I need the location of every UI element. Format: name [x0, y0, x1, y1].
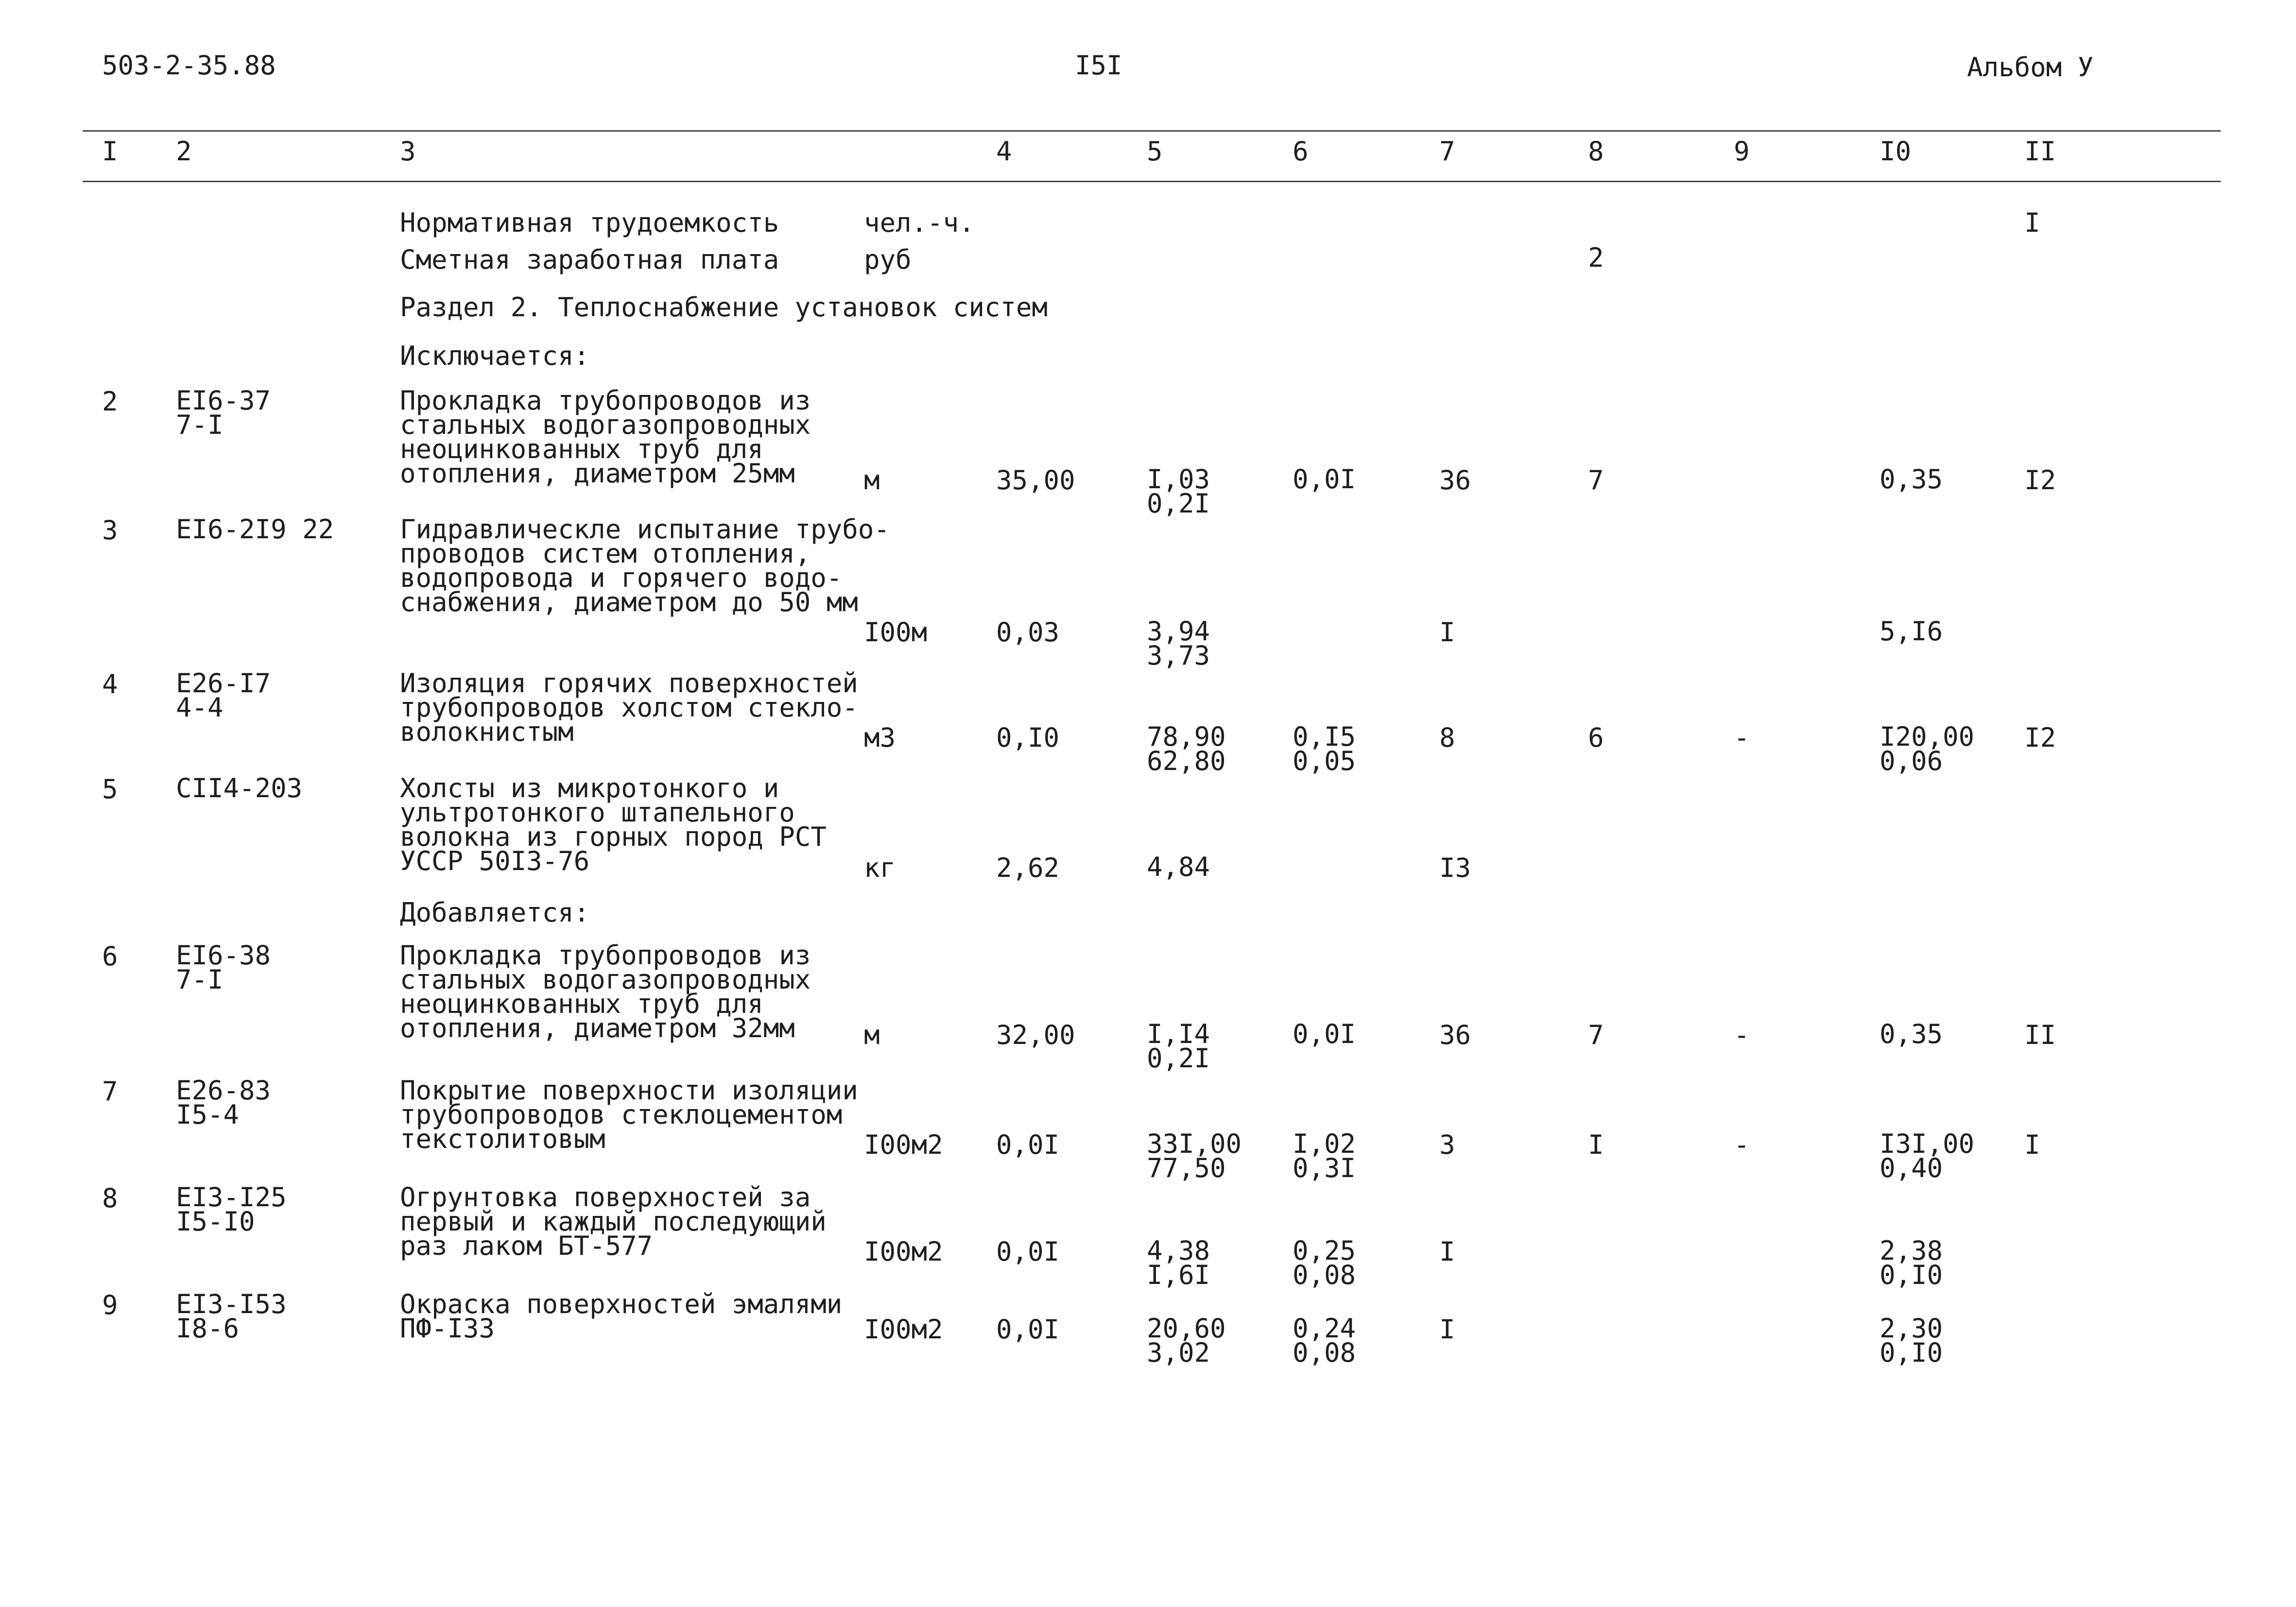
col10-cell: 0,35: [1880, 1019, 1943, 1049]
col6-cell: 0,24 0,08: [1293, 1313, 1356, 1368]
col7-cell: 3: [1439, 1129, 1455, 1160]
column-header: I: [102, 136, 118, 167]
col5-cell: 78,90 62,80: [1147, 721, 1226, 776]
unit-cell: I00м2: [864, 1236, 943, 1267]
added-heading: Добавляется:: [400, 897, 590, 928]
quantity-cell: 2,62: [996, 853, 1060, 883]
wage-col8: 2: [1588, 242, 1604, 273]
col11-cell: I2: [2024, 722, 2056, 753]
column-header: 4: [996, 136, 1012, 167]
unit-cell: I00м: [864, 617, 928, 648]
work-description: Прокладка трубопроводов из стальных водогазопроводных неоцинкованных труб для отопления, диаметром 25мм: [400, 385, 811, 489]
work-description: Покрытие поверхности изоляции трубопроводов стеклоцементом текстолитовым: [400, 1075, 858, 1154]
table-header-rule: [83, 181, 2221, 182]
cost-code: EI3-I53 I8-6: [176, 1289, 287, 1344]
quantity-cell: 0,0I: [996, 1129, 1060, 1160]
col9-cell: -: [1734, 722, 1750, 753]
quantity-cell: 32,00: [996, 1020, 1075, 1050]
col6-cell: 0,0I: [1293, 464, 1356, 495]
col7-cell: 36: [1439, 1020, 1471, 1050]
col10-cell: 0,35: [1880, 464, 1943, 495]
work-description: Огрунтовка поверхностей за первый и каждый последующий раз лаком БТ-577: [400, 1182, 827, 1261]
col8-cell: 6: [1588, 722, 1604, 753]
column-header: 6: [1293, 136, 1309, 167]
col7-cell: 36: [1439, 465, 1471, 496]
row-number: 4: [102, 669, 118, 700]
row-number: 3: [102, 515, 118, 546]
quantity-cell: 0,0I: [996, 1314, 1060, 1345]
unit-cell: м: [864, 465, 880, 496]
col11-cell: I: [2024, 1129, 2040, 1160]
col10-cell: 2,38 0,I0: [1880, 1235, 1943, 1290]
col7-cell: I3: [1439, 853, 1471, 883]
column-header: 7: [1439, 136, 1455, 167]
col6-cell: I,02 0,3I: [1293, 1128, 1356, 1183]
unit-cell: I00м2: [864, 1314, 943, 1345]
wage-label: Сметная заработная плата: [400, 244, 779, 275]
col10-cell: 2,30 0,I0: [1880, 1313, 1943, 1368]
col7-cell: I: [1439, 1236, 1455, 1267]
labor-intensity-unit: чел.-ч.: [864, 207, 975, 238]
cost-code: EI6-38 7-I: [176, 940, 271, 995]
excluded-heading: Исключается:: [400, 341, 590, 371]
row-number: 6: [102, 941, 118, 972]
col5-cell: 4,84: [1147, 852, 1210, 882]
unit-cell: I00м2: [864, 1129, 943, 1160]
col5-cell: 20,60 3,02: [1147, 1313, 1226, 1368]
col7-cell: I: [1439, 617, 1455, 648]
cost-code: E26-I7 4-4: [176, 668, 271, 723]
col9-cell: -: [1734, 1020, 1750, 1050]
quantity-cell: 35,00: [996, 465, 1075, 496]
row-number: 7: [102, 1076, 118, 1107]
col10-cell: I20,00 0,06: [1880, 721, 1975, 776]
col10-cell: 5,I6: [1880, 616, 1943, 647]
row-number: 5: [102, 774, 118, 804]
column-header: 5: [1147, 136, 1163, 167]
quantity-cell: 0,0I: [996, 1236, 1060, 1267]
column-header: 3: [400, 136, 416, 167]
unit-cell: кг: [864, 853, 896, 883]
cost-code: EI6-37 7-I: [176, 385, 271, 440]
work-description: Холсты из микротонкого и ультротонкого штапельного волокна из горных пород РСТ УССР 50I3-76: [400, 773, 827, 876]
cost-code: CII4-203: [176, 773, 303, 804]
col8-cell: 7: [1588, 465, 1604, 496]
col6-cell: 0,25 0,08: [1293, 1235, 1356, 1290]
col6-cell: 0,0I: [1293, 1019, 1356, 1049]
col5-cell: 33I,00 77,50: [1147, 1128, 1242, 1183]
row-number: 8: [102, 1183, 118, 1214]
document-code: 503-2-35.88: [102, 50, 276, 81]
page-number: I5I: [1075, 50, 1122, 81]
cost-code: E26-83 I5-4: [176, 1075, 271, 1130]
row-number: 2: [102, 386, 118, 417]
column-header: II: [2024, 136, 2056, 167]
column-header: 8: [1588, 136, 1604, 167]
col8-cell: I: [1588, 1129, 1604, 1160]
work-description: Изоляция горячих поверхностей трубопроводов холстом стекло- волокнистым: [400, 668, 858, 747]
section-heading: Раздел 2. Теплоснабжение установок систем: [400, 292, 1048, 323]
cost-code: EI6-2I9 22: [176, 514, 334, 545]
col5-cell: I,I4 0,2I: [1147, 1019, 1210, 1074]
column-header: I0: [1880, 136, 1912, 167]
col5-cell: 3,94 3,73: [1147, 616, 1210, 671]
col7-cell: I: [1439, 1314, 1455, 1345]
work-description: Окраска поверхностей эмалями ПФ-I33: [400, 1289, 843, 1344]
row-number: 9: [102, 1290, 118, 1320]
labor-intensity-col11: I: [2024, 207, 2040, 238]
work-description: Гидравлическле испытание трубо- проводов систем отопления, водопровода и горячего водо- снабжения, диаметром до 50 мм: [400, 514, 890, 617]
labor-intensity-label: Нормативная трудоемкость: [400, 207, 779, 238]
col5-cell: I,03 0,2I: [1147, 464, 1210, 519]
cost-code: EI3-I25 I5-I0: [176, 1182, 287, 1237]
quantity-cell: 0,03: [996, 617, 1060, 648]
col7-cell: 8: [1439, 722, 1455, 753]
col8-cell: 7: [1588, 1020, 1604, 1050]
album-label: Альбом У: [1967, 52, 2094, 83]
col11-cell: II: [2024, 1020, 2056, 1050]
quantity-cell: 0,I0: [996, 722, 1060, 753]
wage-unit: руб: [864, 244, 912, 275]
col5-cell: 4,38 I,6I: [1147, 1235, 1210, 1290]
col11-cell: I2: [2024, 465, 2056, 496]
work-description: Прокладка трубопроводов из стальных водогазопроводных неоцинкованных труб для отопления, диаметром 32мм: [400, 940, 811, 1043]
unit-cell: м3: [864, 722, 896, 753]
col6-cell: 0,I5 0,05: [1293, 721, 1356, 776]
column-header: 2: [176, 136, 192, 167]
col9-cell: -: [1734, 1129, 1750, 1160]
column-header: 9: [1734, 136, 1750, 167]
table-top-rule: [83, 130, 2221, 132]
unit-cell: м: [864, 1020, 880, 1050]
col10-cell: I3I,00 0,40: [1880, 1128, 1975, 1183]
